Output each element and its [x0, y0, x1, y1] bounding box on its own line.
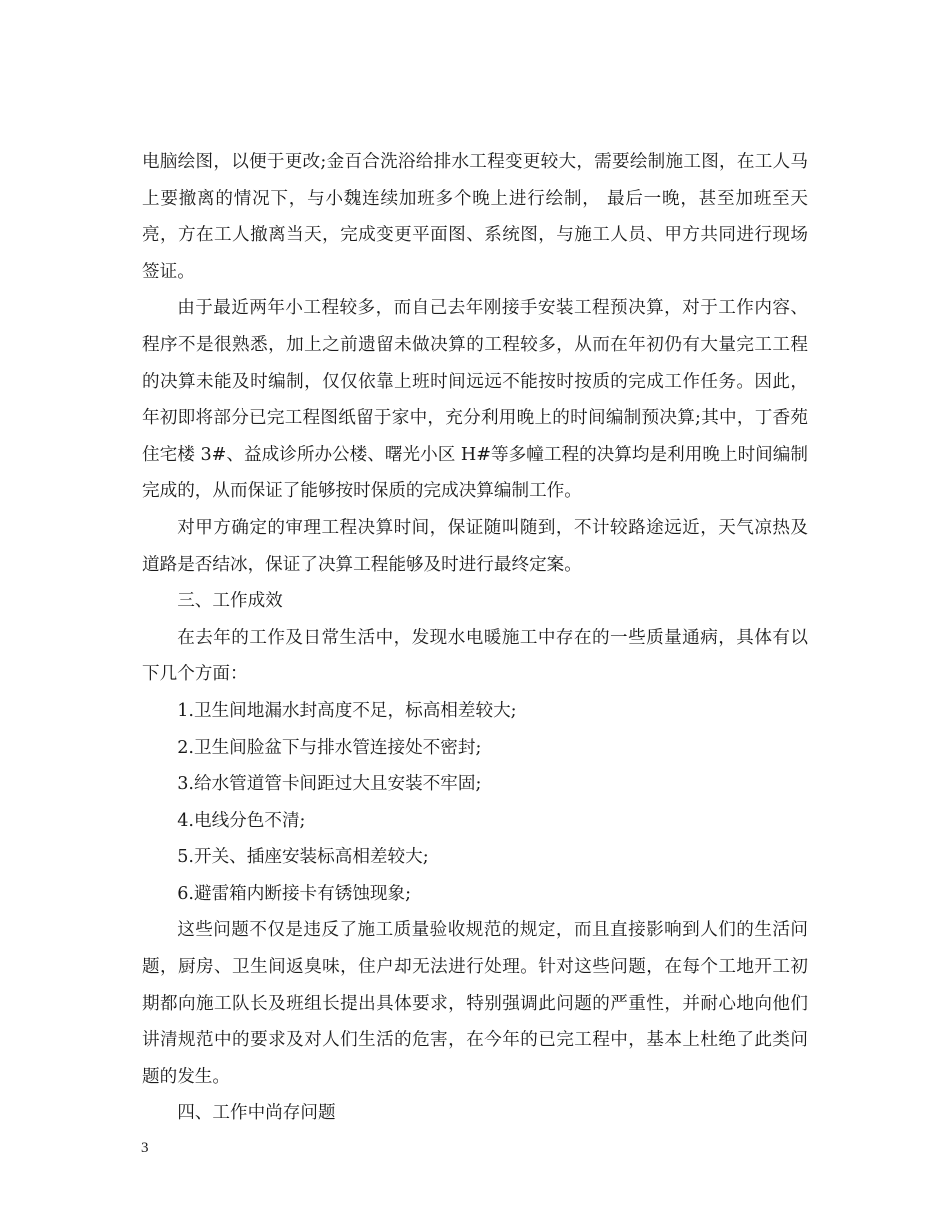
paragraph-3: 对甲方确定的审理工程决算时间，保证随叫随到，不计较路途远近，天气凉热及道路是否结冰，保证了决算工程能够及时进行最终定案。	[142, 517, 808, 575]
list-item-2: 2.卫生间脸盆下与排水管连接处不密封;	[177, 737, 482, 758]
paragraph-2: 由于最近两年小工程较多，而自己去年刚接手安装工程预决算，对于工作内容、程序不是很熟悉，加上之前遗留未做决算的工程较多，从而在年初仍有大量完工工程的决算未能及时编制，仅仅依靠上班时间远远不能按时按质的完成工作任务。因此，年初即将部分已完工程图纸留于家中，充分利用晚上的时间编制预决算;其中，丁香苑住宅楼 3#、益成诊所办公楼、曙光小区 H#等多幢工程的决算均是利用晚上时间编制完成的，从而保证了能够按时保质的完成决算编制工作。	[142, 298, 808, 502]
page-number: 3	[141, 1140, 149, 1156]
document-body	[142, 144, 808, 1132]
paragraph-5: 这些问题不仅是违反了施工质量验收规范的规定，而且直接影响到人们的生活问题，厨房、卫生间返臭味，住户却无法进行处理。针对这些问题，在每个工地开工初期都向施工队长及班组长提出具体要求，特别强调此问题的严重性，并耐心地向他们讲清规范中的要求及对人们生活的危害，在今年的已完工程中，基本上杜绝了此类问题的发生。	[142, 920, 808, 1087]
paragraph-1: 电脑绘图，以便于更改;金百合洗浴给排水工程变更较大，需要绘制施工图，在工人马上要撤离的情况下，与小魏连续加班多个晚上进行绘制， 最后一晚，甚至加班至天亮，方在工人撤离当天，完成变更平面图、系统图，与施工人员、甲方共同进行现场签证。	[142, 152, 808, 282]
section-heading-4: 四、工作中尚存问题	[177, 1103, 336, 1124]
list-item-6: 6.避雷箱内断接卡有锈蚀现象;	[177, 883, 412, 904]
paragraph-4: 在去年的工作及日常生活中，发现水电暖施工中存在的一些质量通病，具体有以下几个方面：	[142, 627, 808, 685]
list-item-3: 3.给水管道管卡间距过大且安装不牢固;	[177, 774, 482, 795]
list-item-5: 5.开关、插座安装标高相差较大;	[177, 847, 429, 868]
list-item-4: 4.电线分色不清;	[177, 810, 306, 831]
section-heading-3: 三、工作成效	[177, 591, 283, 612]
list-item-1: 1.卫生间地漏水封高度不足，标高相差较大;	[177, 700, 517, 721]
